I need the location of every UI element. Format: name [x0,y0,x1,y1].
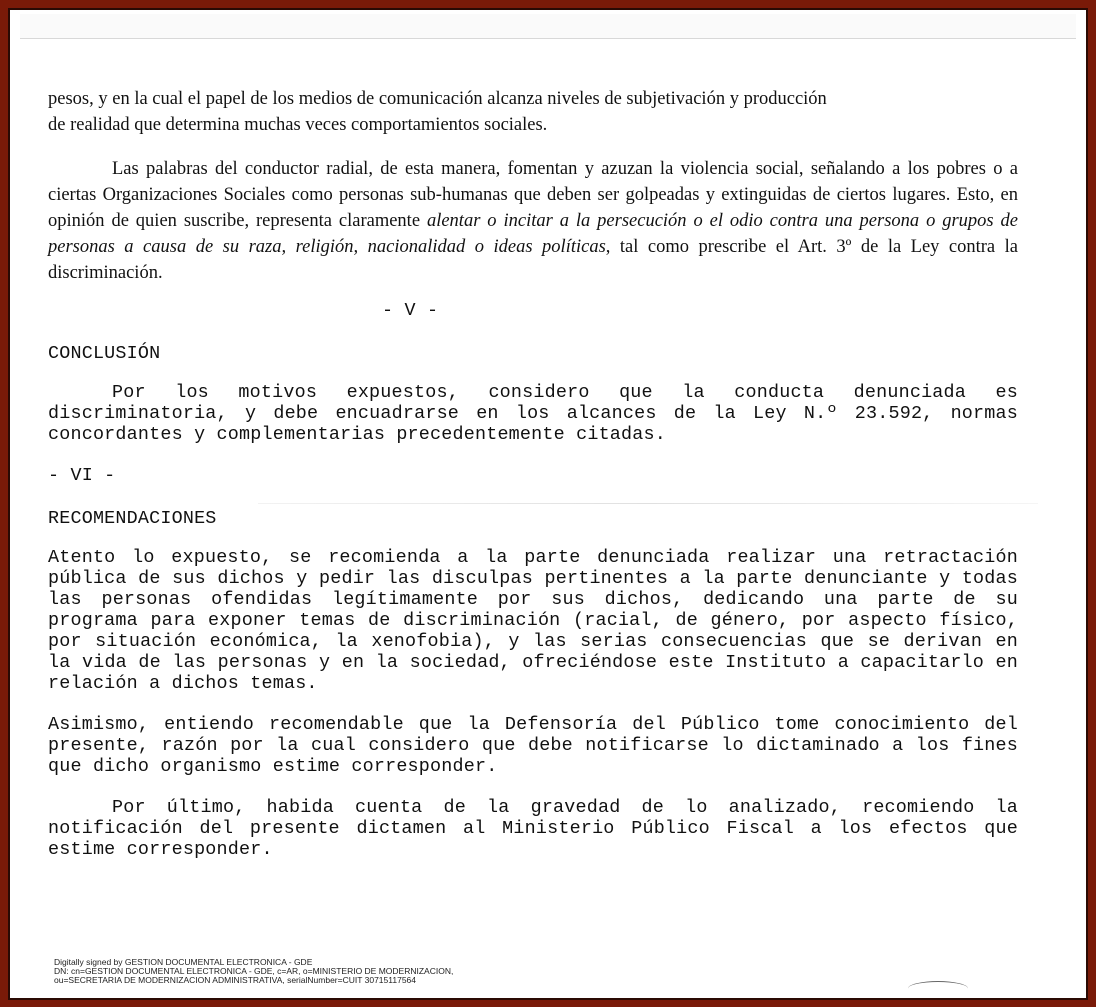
conclusion-text: Por los motivos expuestos, considero que la conducta denunciada es discriminatoria, y debe encuadrarse en los alcances de la Ley N.º 23.592, normas concordantes y complementarias precedentemente citadas. [48,382,1018,445]
recommendation-defensoria: Asimismo, entiendo recomendable que la Defensoría del Público tome conocimiento del presente, razón por la cual considero que debe notificarse lo dictaminado a los fines que dicho organismo estime corresponder. [48,714,1018,777]
paragraph-radio-host-start: Las palabras del conductor radial, de esta manera, fomentan y azuzan la violencia social, señalando a los pobres o a ciertas Organizaciones Sociales como personas sub-humanas que deben ser golpeadas y extinguidas de ciertos lugares. Esto, en opinión de quien suscribe, representa claramente [48,159,1018,231]
paragraph-radio-host [48,156,1018,286]
document-viewer [8,8,1088,1000]
section-vi-marker: - VI - [48,465,116,486]
signature-line-2: DN: cn=GESTION DOCUMENTAL ELECTRONICA - GDE, c=AR, o=MINISTERIO DE MODERNIZACION, [54,966,454,976]
signature-stroke [908,981,968,996]
paragraph-intro-line-2: de realidad que determina muchas veces comportamientos sociales. [48,115,548,135]
signature-line-3: ou=SECRETARIA DE MODERNIZACION ADMINISTRATIVA, serialNumber=CUIT 30715117564 [54,975,416,985]
recommendations-heading: RECOMENDACIONES [48,508,217,529]
document-page [48,86,1018,860]
paragraph-radio-host-quote: alentar o incitar a la persecución o el odio contra una persona o grupos de personas a causa de su raza, religión, nacionalidad o ideas políticas [48,211,1019,257]
paragraph-radio-host-end: , tal como prescribe el Art. 3º de la Ley contra la discriminación. [48,237,1018,283]
recommendation-retraction: Atento lo expuesto, se recomienda a la parte denunciada realizar una retractación pública de sus dichos y pedir las disculpas pertinentes a la parte denunciante y todas las personas ofendidas legítimamente por sus dichos, dedicando una parte de su programa para exponer temas de discriminación (racial, de género, por aspecto físico, por situación económica, la xenofobia), y las serias consecuencias que se derivan en la vida de las personas y en la sociedad, ofreciéndose este Instituto a capacitarlo en relación a dichos temas. [48,547,1018,694]
divider-line [258,503,1038,504]
signature-line-1: Digitally signed by GESTION DOCUMENTAL ELECTRONICA - GDE [54,957,313,967]
digital-signature-block [54,958,614,985]
recommendation-fiscal: Por último, habida cuenta de la gravedad de lo analizado, recomiendo la notificación del presente dictamen al Ministerio Público Fiscal a los efectos que estime corresponder. [48,797,1018,860]
paragraph-intro-line-1: pesos, y en la cual el papel de los medios de comunicación alcanza niveles de subjetivación y producción [48,89,827,109]
section-v-marker: - V - [382,300,439,321]
viewer-top-edge [20,14,1076,39]
conclusion-heading: CONCLUSIÓN [48,343,161,364]
paragraph-intro [48,86,1018,138]
